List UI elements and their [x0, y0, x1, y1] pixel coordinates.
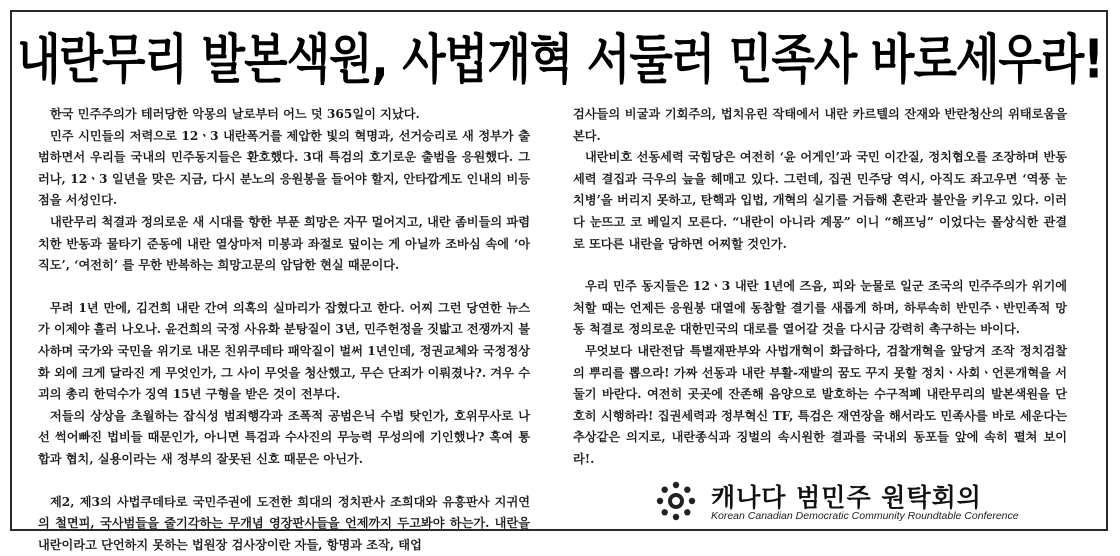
- left-paragraph: 제2, 제3의 사법쿠데타로 국민주권에 도전한 희대의 정치판사 조희대와 유흥판사 지귀연의 철면피, 국사범들을 줄기각하는 무개념 영장판사들을 언제까지 두고봐야 하는가. 내란을 내란이라고 단언하지 못하는 법원장 검사장이란 자들, 항명과 조작, 태업: [38, 492, 530, 556]
- organization-name: 캐나다 범민주 원탁회의: [711, 478, 982, 514]
- right-paragraph: 무엇보다 내란전담 특별재판부와 사법개혁이 화급하다, 검찰개혁을 앞당겨 조작 정치검찰의 뿌리를 뽑으라! 가짜 선동과 내란 부활-재발의 꿈도 꾸지 못할 정치ㆍ사회ㆍ언론개혁을 서둘기 바란다. 여전히 곳곳에 잔존해 음양으로 발호하는 수구적폐 내란무리의 발본색원을 단호히 시행하라! 집권세력과 정부혁신 TF, 특검은 재연장을 해서라도 민족사를 바로 세운다는 추상같은 의지로, 내란종식과 징벌의 속시원한 결과를 국내외 동포들 앞에 속히 펼쳐 보이라!.: [573, 341, 1067, 471]
- roundtable-logo-icon: [655, 480, 697, 522]
- organization-english-name: Korean Canadian Democratic Community Roundtable Conference: [711, 510, 1019, 522]
- left-paragraph: 민주 시민들의 저력으로 12ㆍ3 내란폭거를 제압한 빛의 혁명과, 선거승리로 새 정부가 출범하면서 우리들 국내의 민주동지들은 환호했다. 3대 특검의 호기로운 출범을 응원했다. 그러나, 12ㆍ3 일년을 맞은 지금, 다시 분노의 응원봉을 들어야 할지, 안타깝게도 인내의 비등점을 서성인다.: [38, 126, 530, 212]
- organization-signature: [655, 478, 1000, 526]
- right-column: [573, 104, 1067, 471]
- left-paragraph: 무려 1년 만에, 김건희 내란 간여 의혹의 실마리가 잡혔다고 한다. 어찌 그런 당연한 뉴스가 이제야 흘러 나오나. 윤건희의 국정 사유화 분탕질이 3년, 민주헌정을 짓밟고 전쟁까지 불사하며 국가와 국민을 위기로 내몬 친위쿠데타 패악질이 벌써 1년인데, 정권교체와 국정정상화 외에 크게 달라진 게 무엇인가, 그 사이 무엇을 청산했고, 무슨 단죄가 이뤄졌나?. 겨우 수괴의 총리 한덕수가 징역 15년 구형을 받은 것이 전부다.: [38, 298, 530, 406]
- right-paragraph: 내란비호 선동세력 국힘당은 여전히 ‘윤 어게인’과 국민 이간질, 정치협오를 조장하며 반동세력 결집과 극우의 늪을 헤매고 있다. 그런데, 집권 민주당 역시, 아직도 좌고우면 ‘역풍 눈치병’을 버리지 못하고, 탄핵과 입법, 개혁의 실기를 거듭해 혼란과 불안을 키우고 있다. 이러다 눈뜨고 코 베일지 모른다. “내란이 아니라 계몽” 이니 “해프닝” 이었다는 몰상식한 관결로 또다른 내란을 당하면 어찌할 것인가.: [573, 147, 1067, 255]
- left-paragraph: 저들의 상상을 초월하는 잡식성 범죄행각과 조폭적 공범은닉 수법 탓인가, 호위무사로 나선 썩어빠진 법비들 때문인가, 아니면 특검과 수사진의 무능력 무성의에 기인했나? 혹여 통합과 협치, 실용이라는 새 정부의 잘못된 신호 때문은 아닌가.: [38, 406, 530, 471]
- left-paragraph: 한국 민주주의가 테러당한 악몽의 날로부터 어느 덧 365일이 지났다.: [38, 104, 530, 126]
- left-paragraph: 내란무리 척결과 정의로운 새 시대를 향한 부푼 희망은 자꾸 멀어지고, 내란 좀비들의 파렴치한 반동과 물타기 준동에 내란 열상마저 미봉과 좌절로 덮이는 게 아닐까 조바심 속에 ‘아직도’, ‘여전히’ 를 무한 반복하는 희망고문의 암담한 현실 때문이다.: [38, 212, 530, 277]
- left-column: [38, 104, 530, 556]
- right-paragraph: 검사들의 비굴과 기회주의, 법치유린 작태에서 내란 카르텔의 잔재와 반란청산의 위태로움을 본다.: [573, 104, 1067, 147]
- headline: 내란무리 발본색원, 사법개혁 서둘러 민족사 바로세우라!: [0, 16, 1120, 93]
- right-paragraph: 우리 민주 동지들은 12ㆍ3 내란 1년에 즈음, 피와 눈물로 일군 조국의 민주주의가 위기에 처할 때는 언제든 응원봉 대열에 동참할 결기를 새롭게 하며, 하루속히 반민주ㆍ반민족적 망동 척결로 정의로운 대한민국의 대로를 열어갈 것을 다시금 강력히 촉구하는 바이다.: [573, 276, 1067, 341]
